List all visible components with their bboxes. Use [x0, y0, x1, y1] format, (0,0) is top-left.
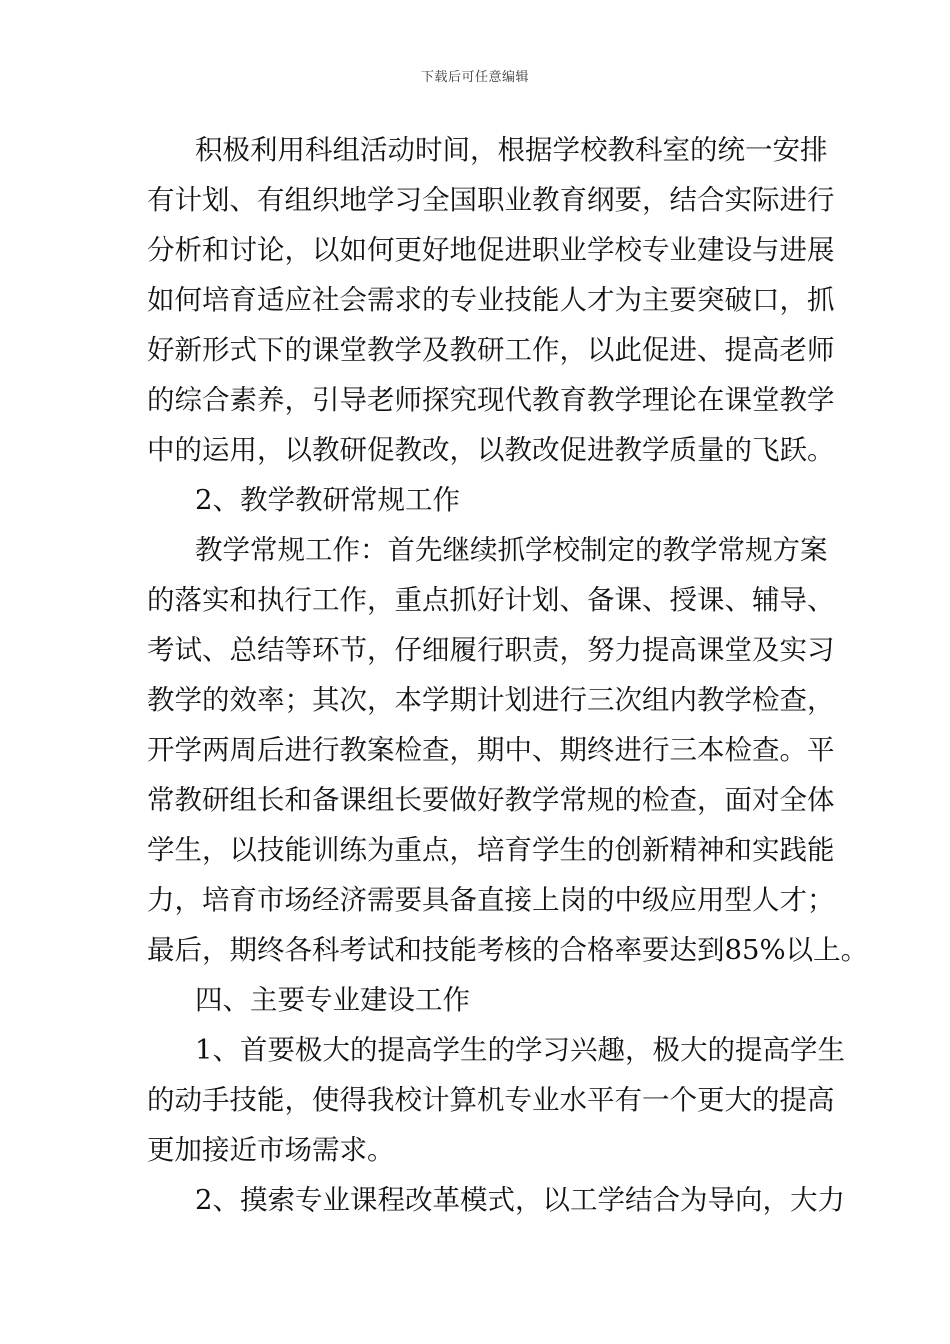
paragraph-line: 积极利用科组活动时间，根据学校教科室的统一安排: [195, 134, 828, 166]
document-body: [147, 125, 869, 1225]
paragraph-line: 开学两周后进行教案检查，期中、期终进行三本检查。平: [147, 734, 835, 766]
paragraph-line: 教学的效率；其次，本学期计划进行三次组内教学检查，: [147, 684, 835, 716]
paragraph-line: 的落实和执行工作，重点抓好计划、备课、授课、辅导、: [147, 584, 835, 616]
paragraph-line: 最后，期终各科考试和技能考核的合格率要达到85%以上。: [147, 934, 869, 966]
paragraph-line: 1、首要极大的提高学生的学习兴趣，极大的提高学生: [195, 1034, 845, 1066]
section-heading: 四、主要专业建设工作: [195, 984, 470, 1016]
header-note: 下载后可任意编辑: [420, 70, 529, 85]
paragraph-line: 好新形式下的课堂教学及教研工作，以此促进、提高老师: [147, 334, 835, 366]
paragraph-line: 中的运用，以教研促教改，以教改促进教学质量的飞跃。: [147, 434, 835, 466]
paragraph-line: 的动手技能，使得我校计算机专业水平有一个更大的提高: [147, 1084, 835, 1116]
paragraph-line: 2、摸索专业课程改革模式，以工学结合为导向，大力: [195, 1184, 845, 1216]
paragraph-line: 学生，以技能训练为重点，培育学生的创新精神和实践能: [147, 834, 835, 866]
paragraph-line: 教学常规工作：首先继续抓学校制定的教学常规方案: [195, 534, 828, 566]
section-heading: 2、教学教研常规工作: [195, 484, 460, 516]
paragraph-line: 的综合素养，引导老师探究现代教育教学理论在课堂教学: [147, 384, 835, 416]
paragraph-line: 力，培育市场经济需要具备直接上岗的中级应用型人才；: [147, 884, 835, 916]
paragraph-line: 有计划、有组织地学习全国职业教育纲要，结合实际进行: [147, 184, 835, 216]
paragraph-line: 更加接近市场需求。: [147, 1134, 395, 1166]
paragraph-line: 分析和讨论，以如何更好地促进职业学校专业建设与进展: [147, 234, 835, 266]
paragraph-line: 如何培育适应社会需求的专业技能人才为主要突破口，抓: [147, 284, 835, 316]
paragraph-line: 考试、总结等环节，仔细履行职责，努力提高课堂及实习: [147, 634, 835, 666]
paragraph-line: 常教研组长和备课组长要做好教学常规的检查，面对全体: [147, 784, 835, 816]
